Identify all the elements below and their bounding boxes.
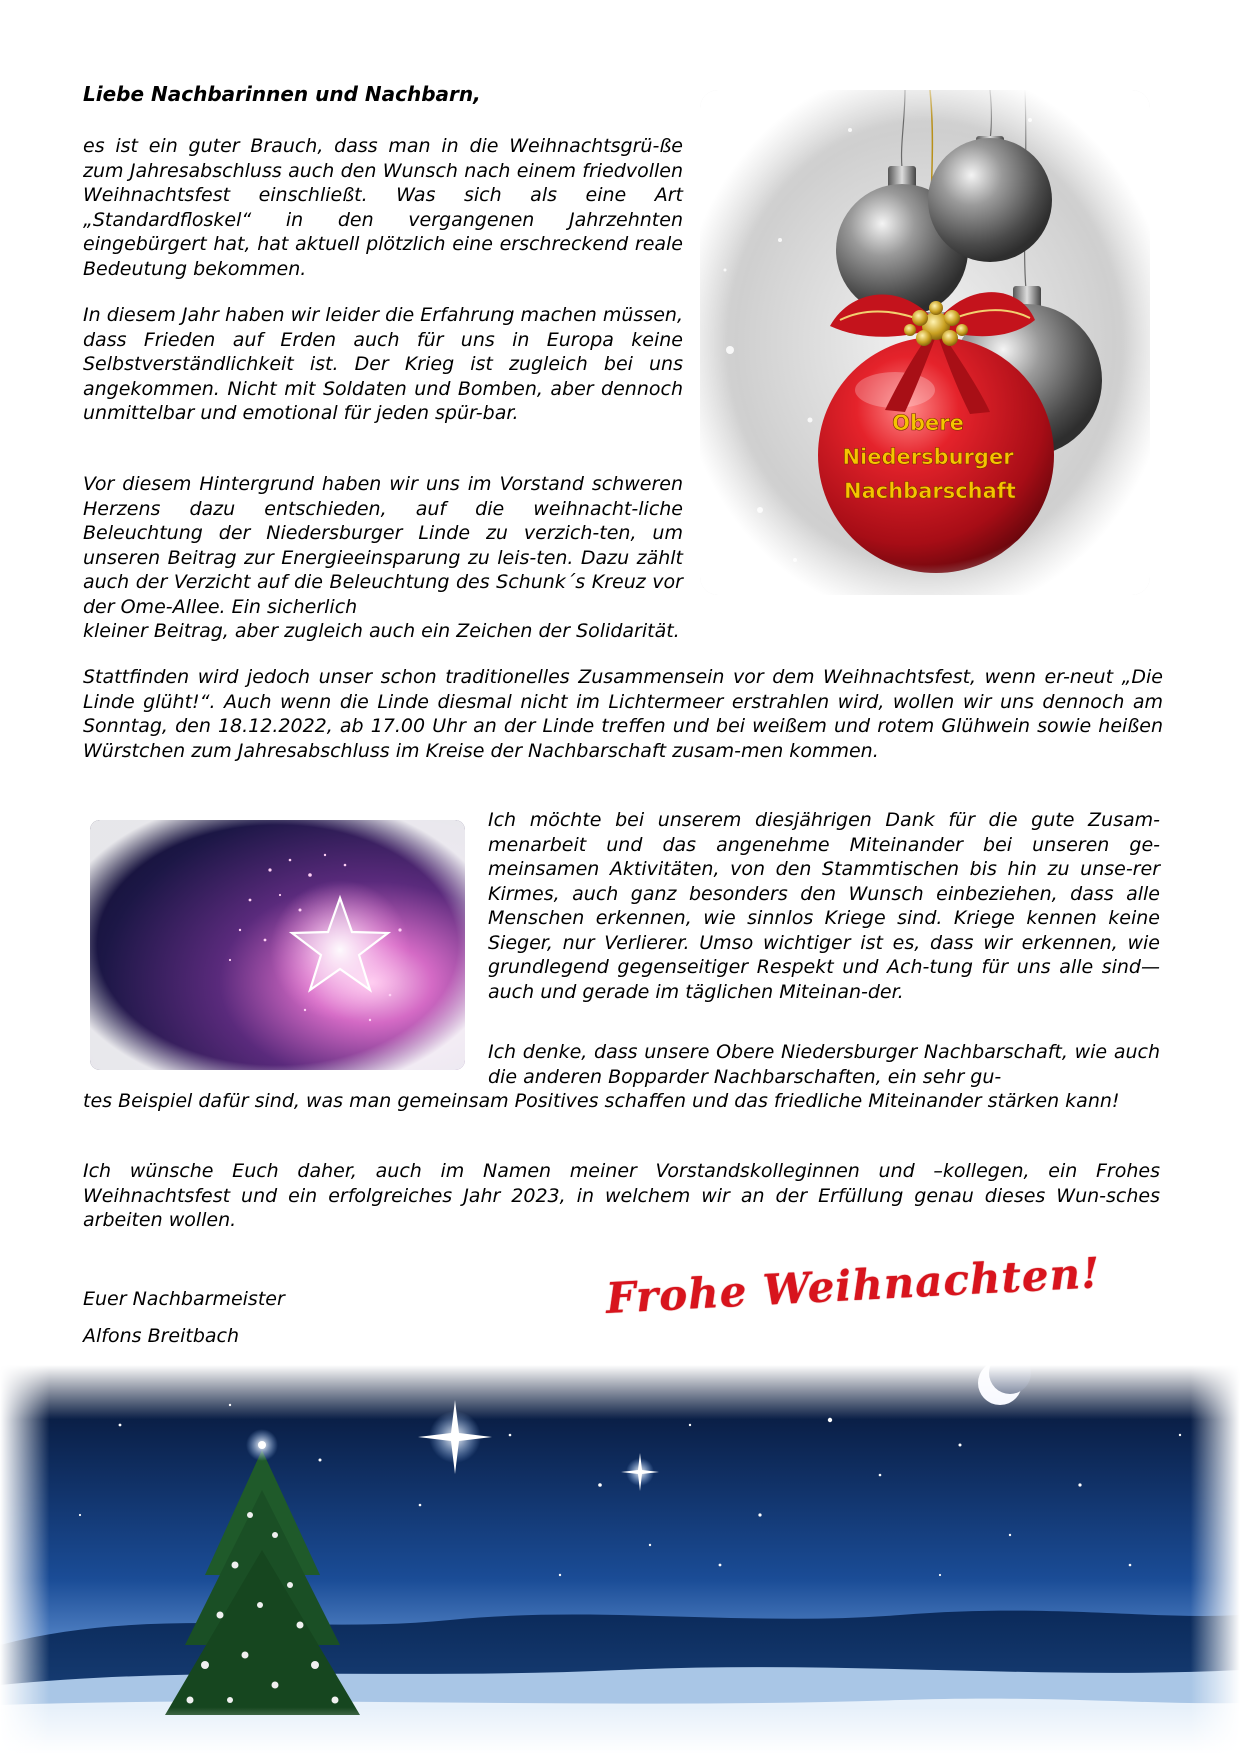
ornament-image (700, 90, 1150, 595)
signature (83, 1281, 285, 1355)
paragraph-lighting-end: kleiner Beitrag, aber zugleich auch ein Zeichen der Solidarität. (83, 620, 680, 642)
paragraph-example-end: tes Beispiel dafür sind, was man gemeinsam Positives schaffen und das friedliche Miteinander stärken kann! (83, 1090, 1120, 1112)
star-image (90, 820, 465, 1070)
greeting-frohe-weihnachten: Frohe Weihnachten! (604, 1248, 1102, 1323)
night-landscape-image (0, 1365, 1240, 1754)
glowing-star-picture (90, 820, 465, 1070)
signature-role: Euer Nachbarmeister (83, 1288, 285, 1310)
paragraph-intro: es ist ein guter Brauch, dass man in die Weihnachtsgrü-ße zum Jahresabschluss auch den Wunsch nach einem friedvollen Weihnachtsfest einschließt. Was sich als eine Art „Standardfloskel“ in den vergangenen Jahrzehnten eingebürgert hat, hat aktuell plötzlich eine erschreckend reale Bedeutung bekommen. (83, 135, 683, 280)
paragraph-europe: In diesem Jahr haben wir leider die Erfahrung machen müssen, dass Frieden auf Erden auch für uns in Europa keine Selbstverständlichkeit ist. Der Krieg ist zugleich bei uns angekommen. Nicht mit Soldaten und Bomben, aber dennoch unmittelbar und emotional für jeden spür-bar. (83, 304, 683, 424)
christmas-night-picture (0, 1365, 1240, 1754)
paragraph-lighting: Vor diesem Hintergrund haben wir uns im Vorstand schweren Herzens dazu entschieden, auf die weihnacht-liche Beleuchtung der Niedersburger Linde zu verzich-ten, um unseren Beitrag zur Energieeinsparung zu leis-ten. Dazu zählt auch der Verzicht auf die Beleuchtung des Schunk´s Kreuz vor der Ome-Allee. Ein sicherlich (83, 473, 683, 618)
signature-name: Alfons Breitbach (83, 1325, 240, 1347)
salutation: Liebe Nachbarinnen und Nachbarn, (83, 82, 481, 106)
paragraph-wishes: Ich wünsche Euch daher, auch im Namen meiner Vorstandskolleginnen und –kollegen, ein Frohes Weihnachtsfest und ein erfolgreiches Jahr 2023, in welchem wir an der Erfüllung genau dieses Wun-sches arbeiten wollen. (83, 1160, 1160, 1231)
paragraph-example-start: Ich denke, dass unsere Obere Niedersburger Nachbarschaft, wie auch die anderen Bopparder Nachbarschaften, ein sehr gu- (488, 1041, 1160, 1088)
paragraph-thanks: Ich möchte bei unserem diesjährigen Dank für die gute Zusam-menarbeit und das angenehme Miteinander bei unseren ge-meinsamen Aktivitäten, von den Stammtischen bis hin zu unse-rer Kirmes, auch ganz besonders den Wunsch einbeziehen, dass alle Menschen erkennen, wie sinnlos Kriege sind. Kriege kennen keine Sieger, nur Verlierer. Umso wichtiger ist es, dass wir erkennen, wie grundlegend gegenseitiger Respekt und Ach-tung für uns alle sind—auch und gerade im täglichen Miteinan-der. (488, 809, 1160, 1003)
paragraph-gathering: Stattfinden wird jedoch unser schon traditionelles Zusammensein vor dem Weihnachtsfest, wenn er-neut „Die Linde glüht!“. Auch wenn die Linde diesmal nicht im Lichtermeer erstrahlen wird, wollen wir uns dennoch am Sonntag, den 18.12.2022, ab 17.00 Uhr an der Linde treffen und bei weißem und rotem Glühwein sowie heißen Würstchen zum Jahresabschluss im Kreise der Nachbarschaft zusam-men kommen. (83, 666, 1163, 762)
christmas-baubles-picture (700, 90, 1150, 595)
